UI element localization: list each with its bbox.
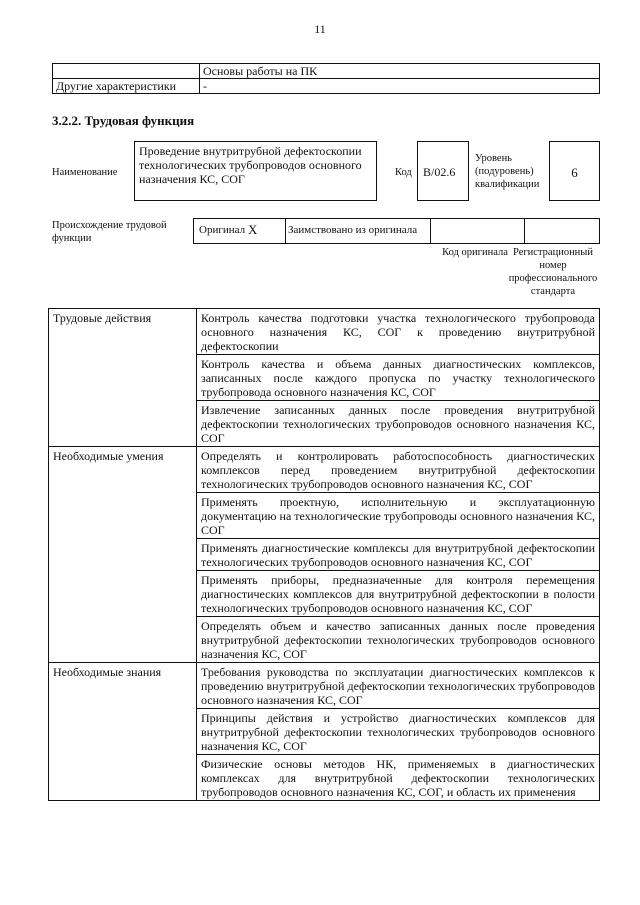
origin-box — [193, 218, 600, 244]
category-cell: Трудовые действия — [49, 309, 197, 447]
page-number: 11 — [314, 22, 326, 36]
list-item: Физические основы методов НК, применяемых в диагностических комплексах для внутритрубной дефектоскопии технологических трубопроводов основного назначения КС, СОГ, и область их применения — [197, 755, 600, 801]
row-label — [53, 64, 200, 79]
list-item: Применять диагностические комплексы для внутритрубной дефектоскопии технологических трубопроводов основного назначения КС, СОГ — [197, 539, 600, 571]
level-label: Уровень (подуровень) квалификации — [475, 153, 540, 190]
code-caption: Код оригинала — [442, 247, 508, 258]
reg-caption: Регистрационный номер профессионального стандарта — [508, 247, 598, 297]
name-label: Наименование — [52, 167, 118, 178]
original-code-cell — [430, 219, 525, 243]
list-item: Извлечение записанных данных после проведения внутритрубной дефектоскопии технологических трубопроводов основного назначения КС, СОГ — [197, 401, 600, 447]
function-name-box: Проведение внутритрубной дефектоскопии технологических трубопроводов основного назначения КС, СОГ — [134, 141, 377, 201]
table-row — [49, 309, 600, 355]
code-value-box: B/02.6 — [417, 141, 469, 201]
category-cell: Необходимые знания — [49, 663, 197, 801]
other-characteristics-table — [52, 63, 600, 94]
list-item: Контроль качества подготовки участка технологического трубопровода основного назначения КС, СОГ к проведению внутритрубной дефектоскопии — [197, 309, 600, 355]
list-item: Определять объем и качество записанных данных после проведения внутритрубной дефектоскопии технологических трубопроводов основного назначения КС, СОГ — [197, 617, 600, 663]
list-item: Требования руководства по эксплуатации диагностических комплексов к проведению внутритрубной дефектоскопии технологических трубопроводов основного назначения КС, СОГ — [197, 663, 600, 709]
origin-label: Происхождение трудовой функции — [52, 220, 167, 244]
level-value-box: 6 — [549, 141, 600, 201]
original-label: Оригинал — [199, 224, 246, 236]
table-row — [49, 663, 600, 709]
original-mark: X — [248, 222, 258, 237]
table-row — [53, 79, 600, 94]
table-row — [49, 447, 600, 493]
list-item: Применять проектную, исполнительную и эксплуатационную документацию на технологические трубопроводы основного назначения КС, СОГ — [197, 493, 600, 539]
category-cell: Необходимые умения — [49, 447, 197, 663]
original-cell — [194, 219, 286, 243]
list-item: Контроль качества и объема данных диагностических комплексов, записанных после каждого пропуска по участку технологического трубопровода основного назначения КС, СОГ — [197, 355, 600, 401]
list-item: Применять приборы, предназначенные для контроля перемещения диагностических комплексов для внутритрубной дефектоскопии в полости технологических трубопроводов основного назначения КС, СОГ — [197, 571, 600, 617]
list-item: Определять и контролировать работоспособность диагностических комплексов перед проведением внутритрубной дефектоскопии технологических трубопроводов основного назначения КС, СОГ — [197, 447, 600, 493]
function-details-table — [48, 308, 600, 801]
table-row — [53, 64, 600, 79]
list-item: Принципы действия и устройство диагностических комплексов для внутритрубной дефектоскопии технологических трубопроводов основного назначения КС, СОГ — [197, 709, 600, 755]
row-label: Другие характеристики — [53, 79, 200, 94]
borrowed-label: Заимствовано из оригинала — [288, 224, 418, 236]
section-heading: 3.2.2. Трудовая функция — [52, 113, 195, 128]
row-value: - — [200, 79, 600, 94]
row-value: Основы работы на ПК — [200, 64, 600, 79]
code-label: Код — [395, 167, 412, 178]
